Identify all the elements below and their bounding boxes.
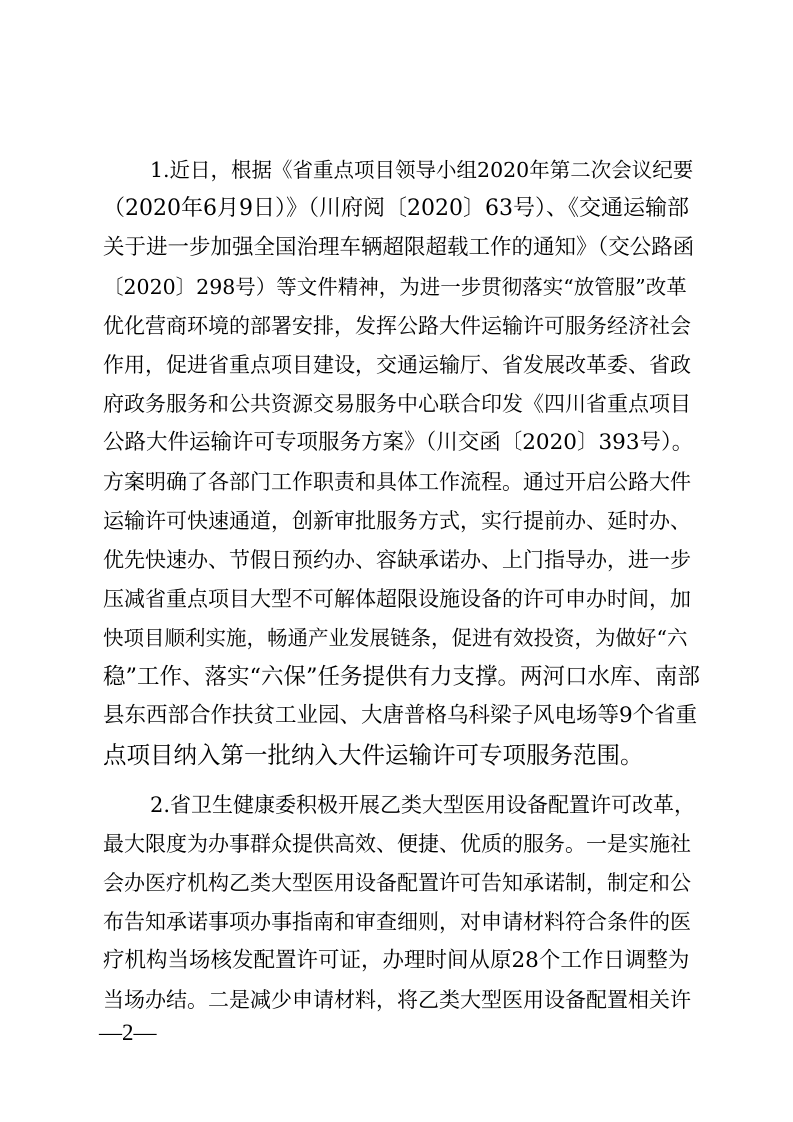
paragraph-1-line-16: 点项目纳入第一批纳入大件运输许可专项服务范围。	[103, 741, 644, 769]
paragraph-1-line-12: 压减省重点项目大型不可解体超限设施设备的许可申办时间，加	[103, 587, 691, 611]
paragraph-1-line-15: 县东西部合作扶贫工业园、大唐普格乌科梁子风电场等9个省重	[103, 703, 698, 728]
paragraph-1-line-14: 稳”工作、落实“六保”任务提供有力支撑。两河口水库、南部	[103, 664, 701, 690]
paragraph-1-line-2: （2020年6月9日）》（川府阅〔2020〕63号）、《交通运输部	[103, 196, 689, 221]
paragraph-1-line-3: 关于进一步加强全国治理车辆超限超载工作的通知》（交公路函	[103, 235, 695, 260]
paragraph-1-line-1: 1.近日，根据《省重点项目领导小组2020年第二次会议纪要	[150, 158, 694, 182]
page-number: —2—	[99, 1020, 157, 1045]
paragraph-1-line-11: 优先快速办、节假日预约办、容缺承诺办、上门指导办，进一步	[103, 548, 691, 572]
paragraph-1-line-8: 公路大件运输许可专项服务方案》（川交函〔2020〕393号）。	[103, 430, 694, 455]
paragraph-2-line-1: 2.省卫生健康委积极开展乙类大型医用设备配置许可改革，	[150, 793, 696, 817]
paragraph-1-line-4: 〔2020〕298号）等文件精神，为进一步贯彻落实“放管服”改革	[103, 275, 687, 299]
paragraph-2-line-2: 最大限度为办事群众提供高效、便捷、优质的服务。一是实施社	[103, 832, 691, 856]
paragraph-1-line-10: 运输许可快速通道，创新审批服务方式，实行提前办、延时办、	[103, 509, 691, 533]
paragraph-2-line-4: 布告知承诺事项办事指南和审查细则，对申请材料符合条件的医	[103, 910, 691, 934]
paragraph-1-line-6: 作用，促进省重点项目建设，交通运输厅、省发展改革委、省政	[103, 353, 691, 377]
paragraph-2-line-3: 会办医疗机构乙类大型医用设备配置许可告知承诺制，制定和公	[103, 871, 691, 895]
paragraph-2-line-5: 疗机构当场核发配置许可证，办理时间从原28个工作日调整为	[103, 948, 690, 973]
paragraph-1-line-7: 府政务服务和公共资源交易服务中心联合印发《四川省重点项目	[103, 392, 691, 416]
paragraph-1-line-5: 优化营商环境的部署安排，发挥公路大件运输许可服务经济社会	[103, 314, 691, 338]
paragraph-2-line-6: 当场办结。二是减少申请材料，将乙类大型医用设备配置相关许	[103, 988, 691, 1012]
paragraph-1-line-9: 方案明确了各部门工作职责和具体工作流程。通过开启公路大件	[103, 470, 691, 494]
paragraph-1-line-13: 快项目顺利实施，畅通产业发展链条，促进有效投资，为做好“六	[103, 626, 688, 650]
